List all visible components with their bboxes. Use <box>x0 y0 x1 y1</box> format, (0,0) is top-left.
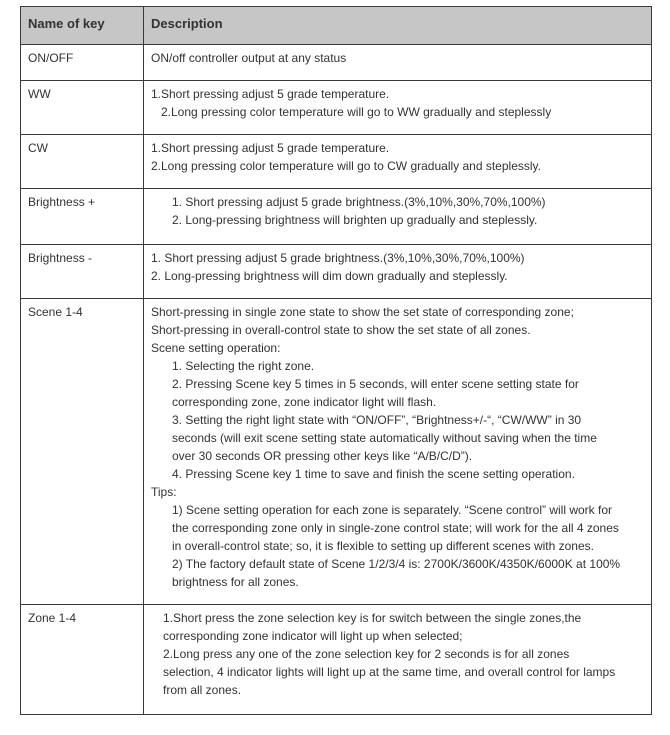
desc-line: 1. Selecting the right zone. <box>172 359 315 373</box>
desc-line: 1. Short pressing adjust 5 grade brightness.(3%,10%,30%,70%,100%) <box>151 251 525 265</box>
desc-line: 2. Long-pressing brightness will brighten up gradually and steplessly. <box>172 213 538 227</box>
desc-line: the corresponding zone only in single-zone control state; will work for the all 4 zones <box>172 521 619 535</box>
key-desc-scene <box>144 299 652 605</box>
table-row <box>21 299 652 605</box>
table-row <box>21 81 652 135</box>
desc-line: in overall-control state; so, it is flexible to setting up different scenes with zones. <box>172 539 594 553</box>
key-name-brightness-minus: Brightness - <box>21 245 144 299</box>
desc-line: 1. Short pressing adjust 5 grade brightness.(3%,10%,30%,70%,100%) <box>172 195 546 209</box>
desc-line: Short-pressing in overall-control state to show the set state of all zones. <box>151 323 531 337</box>
key-name-cw: CW <box>21 135 144 189</box>
desc-line: 2.Long pressing color temperature will go to CW gradually and steplessly. <box>151 159 541 173</box>
key-desc-brightness-plus <box>144 189 652 245</box>
desc-line: ON/off controller output at any status <box>151 51 347 65</box>
table-row <box>21 189 652 245</box>
desc-line: 2. Pressing Scene key 5 times in 5 seconds, will enter scene setting state for <box>172 377 579 391</box>
desc-line: 2) The factory default state of Scene 1/2/3/4 is: 2700K/3600K/4350K/6000K at 100% <box>172 557 621 571</box>
desc-line: 3. Setting the right light state with “ON/OFF”, “Brightness+/-“, “CW/WW” in 30 <box>172 413 582 427</box>
key-desc-zone <box>144 605 652 715</box>
desc-line: seconds (will exit scene setting state automatically without saving when the time <box>172 431 597 445</box>
key-desc-ww <box>144 81 652 135</box>
key-desc-on-off <box>144 45 652 81</box>
desc-line: 2. Long-pressing brightness will dim down gradually and steplessly. <box>151 269 508 283</box>
key-description-table <box>20 6 652 715</box>
key-name-ww: WW <box>21 81 144 135</box>
key-desc-brightness-minus <box>144 245 652 299</box>
desc-line: 1.Short pressing adjust 5 grade temperature. <box>151 141 390 155</box>
desc-line: Tips: <box>151 485 177 499</box>
key-name-brightness-plus: Brightness + <box>21 189 144 245</box>
desc-line: 1.Short press the zone selection key is for switch between the single zones,the <box>163 611 582 625</box>
table-row <box>21 245 652 299</box>
desc-line: 2.Long press any one of the zone selection key for 2 seconds is for all zones <box>163 647 570 661</box>
desc-line: from all zones. <box>163 683 242 697</box>
table-header-row <box>21 7 652 45</box>
desc-line: 1) Scene setting operation for each zone is separately. “Scene control” will work for <box>172 503 612 517</box>
desc-line: corresponding zone indicator will light up when selected; <box>163 629 463 643</box>
desc-line: 2.Long pressing color temperature will go to WW gradually and steplessly <box>161 105 552 119</box>
key-name-zone: Zone 1-4 <box>21 605 144 715</box>
desc-line: Short-pressing in single zone state to show the set state of corresponding zone; <box>151 305 574 319</box>
desc-line: brightness for all zones. <box>172 575 299 589</box>
desc-line: Scene setting operation: <box>151 341 281 355</box>
key-name-on-off: ON/OFF <box>21 45 144 81</box>
desc-line: 4. Pressing Scene key 1 time to save and finish the scene setting operation. <box>172 467 575 481</box>
header-name-of-key: Name of key <box>21 7 144 45</box>
desc-line: selection, 4 indicator lights will light up at the same time, and overall control for lamps <box>163 665 616 679</box>
table-row <box>21 45 652 81</box>
table-row <box>21 605 652 715</box>
key-name-scene: Scene 1-4 <box>21 299 144 605</box>
key-desc-cw <box>144 135 652 189</box>
header-description: Description <box>144 7 652 45</box>
desc-line: over 30 seconds OR pressing other keys like “A/B/C/D”). <box>172 449 473 463</box>
desc-line: 1.Short pressing adjust 5 grade temperature. <box>151 87 390 101</box>
table-row <box>21 135 652 189</box>
desc-line: corresponding zone, zone indicator light will flash. <box>172 395 437 409</box>
